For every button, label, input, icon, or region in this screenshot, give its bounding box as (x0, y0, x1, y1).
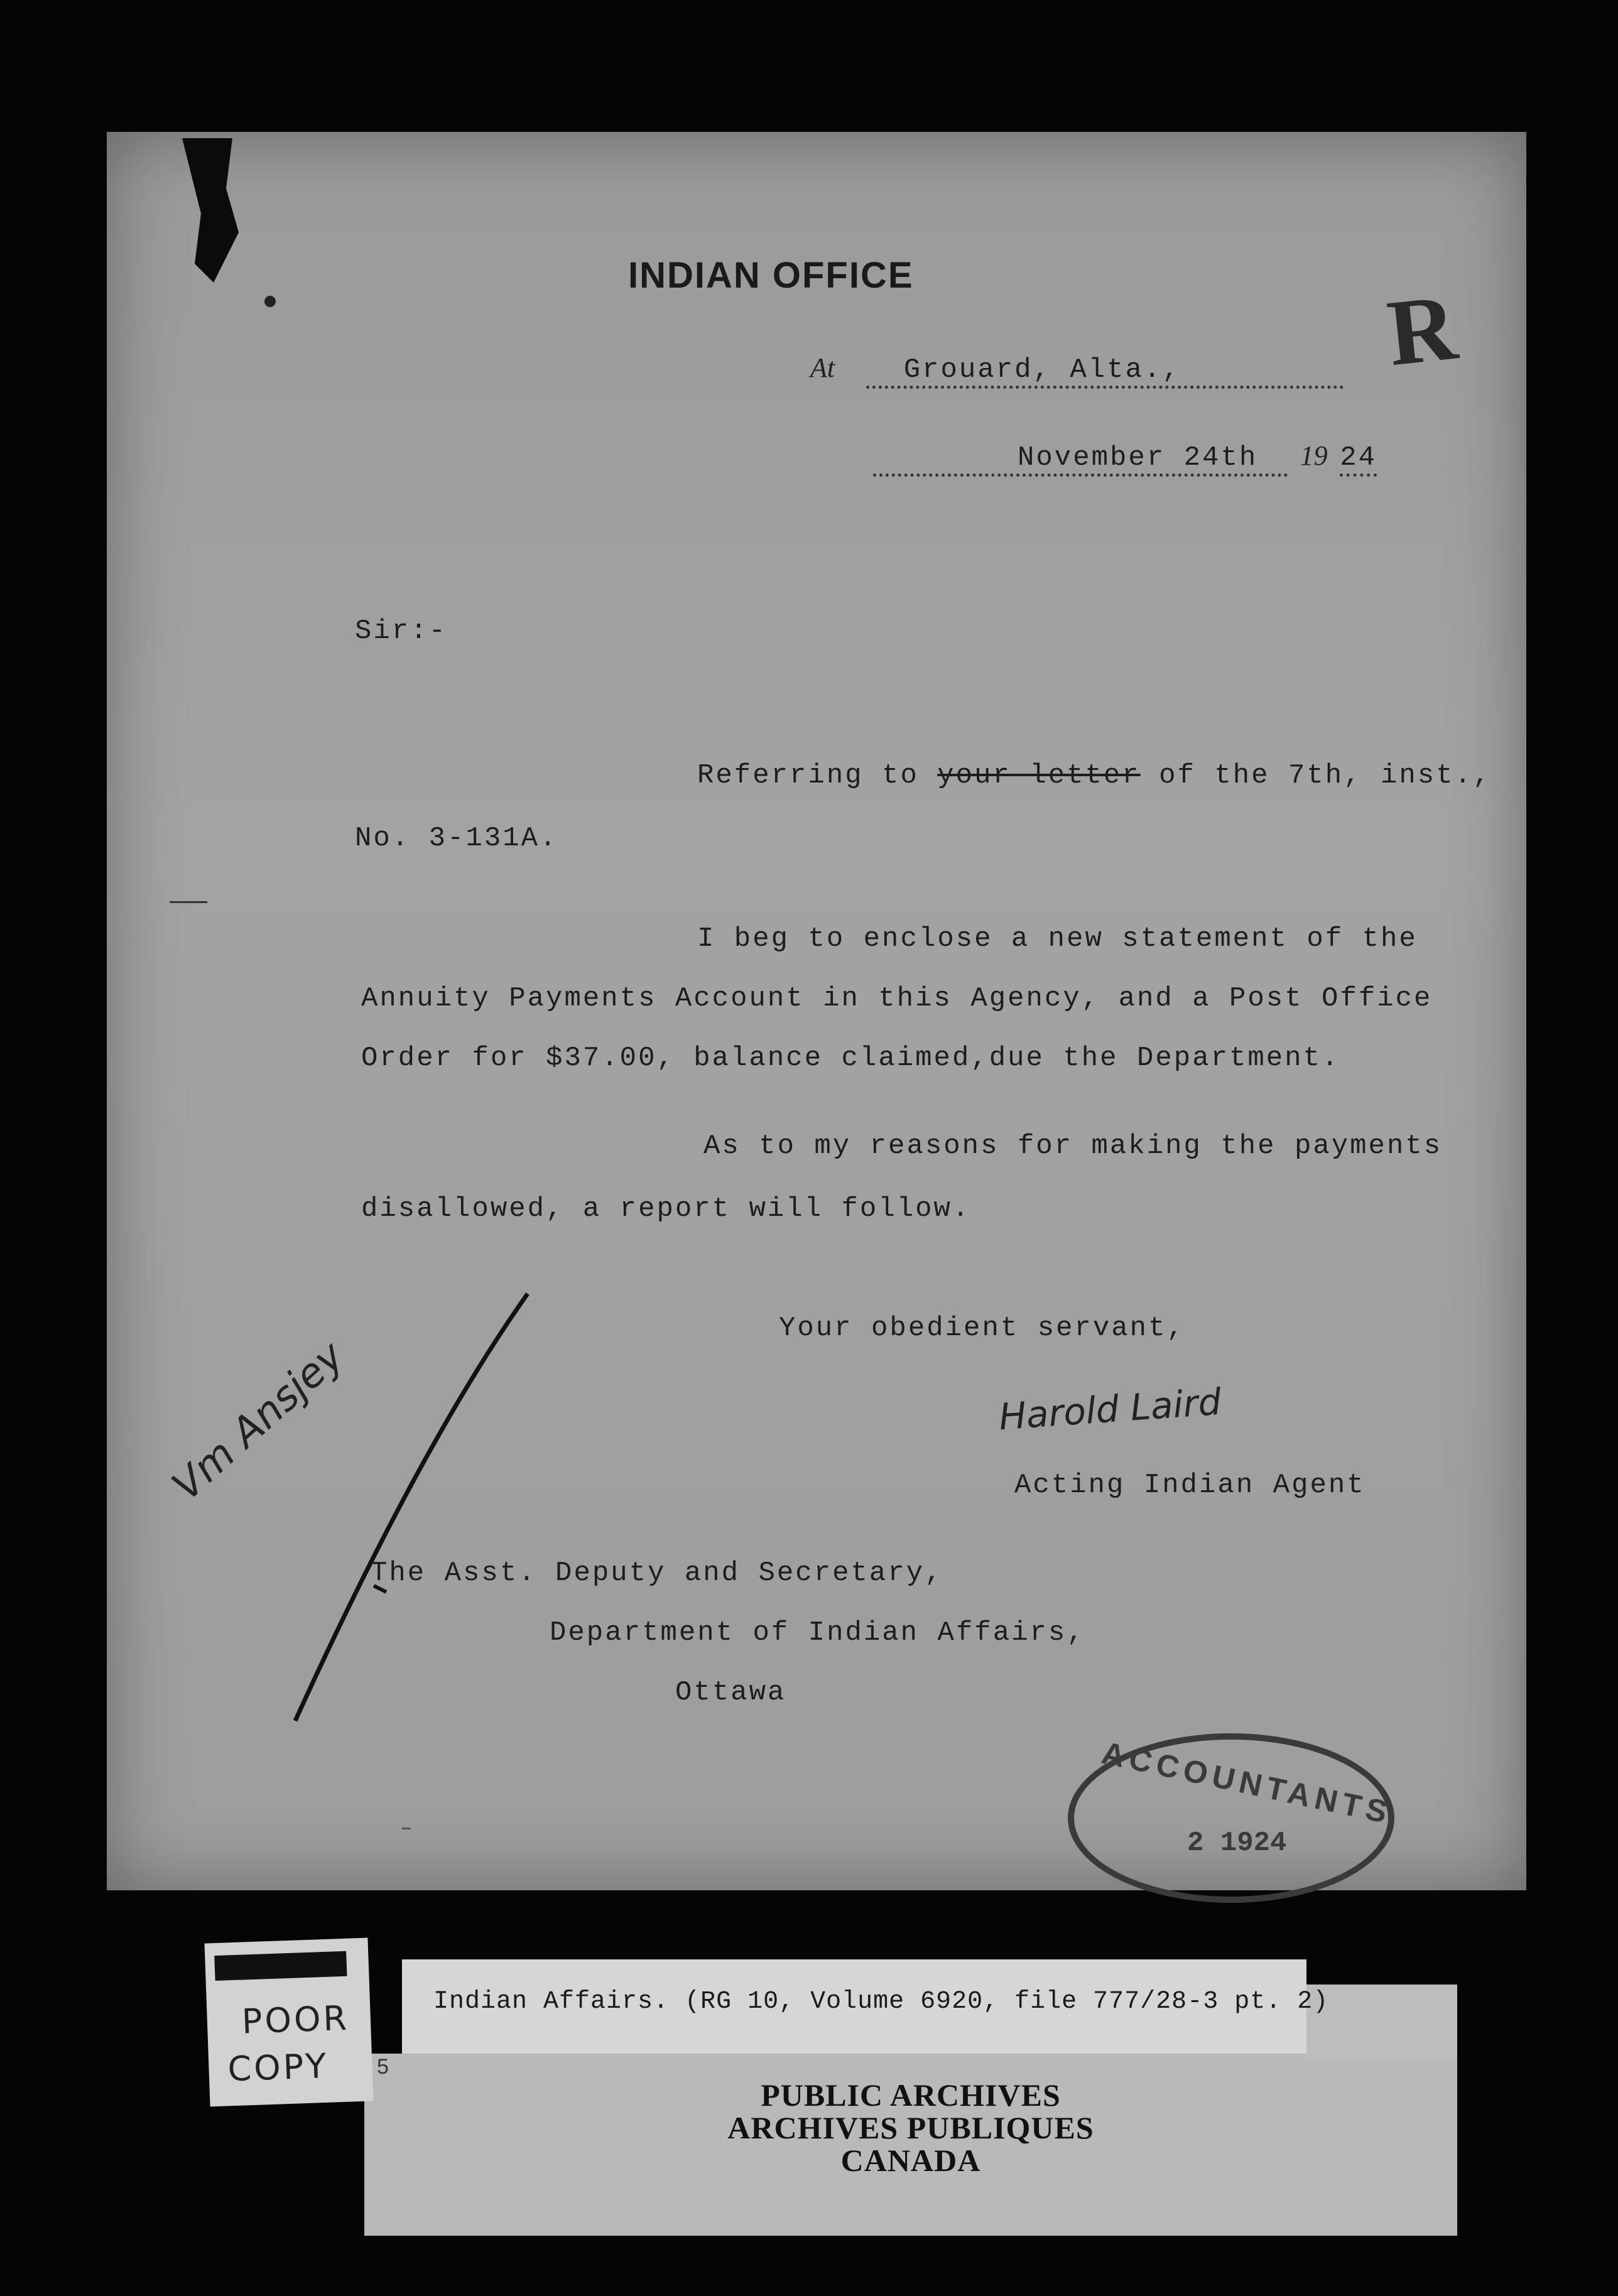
strip-number: 5 (377, 2055, 389, 2079)
location-value: Grouard, Alta., (866, 354, 1344, 389)
paper-speck (402, 1828, 411, 1829)
margin-tick (170, 901, 207, 903)
marginal-note: Vm Ansjey (163, 1333, 354, 1510)
paragraph-2-line-3: Order for $37.00, balance claimed,due the Department. (361, 1042, 1340, 1074)
paragraph-2-line-2: Annuity Payments Account in this Agency, and a Post Office (361, 983, 1433, 1014)
location-line (810, 352, 1357, 389)
poor-copy-note (205, 1938, 374, 2107)
archives-line-1: PUBLIC ARCHIVES (761, 2077, 1061, 2113)
recipient-line-2: Department of Indian Affairs, (550, 1617, 1085, 1649)
accountants-stamp (1068, 1733, 1394, 1903)
para1-suffix: of the 7th, inst., (1140, 760, 1492, 791)
date-value: November 24th (873, 442, 1288, 477)
at-label: At (810, 352, 835, 383)
year-prefix: 19 (1300, 440, 1328, 471)
label-strip-right (1306, 1985, 1457, 2060)
r-stamp: R (1382, 274, 1462, 386)
closing: Your obedient servant, (779, 1313, 1185, 1344)
redaction-bar (214, 1951, 347, 1981)
year-suffix: 24 (1340, 442, 1377, 477)
accountants-stamp-date: 2 1924 (1187, 1828, 1287, 1859)
date-line (873, 440, 1377, 477)
salutation: Sir:- (355, 615, 448, 647)
poor-copy-line-1: POOR (241, 1998, 350, 2042)
letter-sheet (107, 132, 1526, 1890)
paragraph-1-line-1 (697, 760, 1491, 791)
citation-label (402, 1959, 1329, 2054)
paragraph-3-line-1: As to my reasons for making the payments (703, 1130, 1443, 1162)
diagonal-stroke (283, 1287, 546, 1727)
paragraph-2-line-1: I beg to enclose a new statement of the (697, 923, 1418, 955)
accountants-stamp-text: ACCOUNTANTS (1099, 1735, 1396, 1831)
archives-line-2: ARCHIVES PUBLIQUES (727, 2110, 1094, 2145)
poor-copy-line-2: COPY (227, 2045, 330, 2089)
archives-stamp-text (364, 2079, 1457, 2177)
ink-blot-marks (157, 138, 283, 465)
struck-text: your letter (937, 760, 1141, 791)
recipient-line-3: Ottawa (675, 1677, 786, 1708)
archives-line-3: CANADA (840, 2143, 981, 2178)
archive-stamp-strip (364, 2054, 1457, 2236)
para1-prefix: Referring to (697, 760, 938, 791)
recipient-line-1: The Asst. Deputy and Secretary, (371, 1557, 943, 1589)
signature: Harold Laird (997, 1380, 1223, 1439)
paragraph-3-line-2: disallowed, a report will follow. (361, 1193, 971, 1225)
office-heading: INDIAN OFFICE (628, 255, 914, 296)
citation-text: Indian Affairs. (RG 10, Volume 6920, file 777/28-3 pt. 2) (433, 1988, 1329, 2016)
reference-number: No. 3-131A. (355, 823, 558, 854)
signer-title: Acting Indian Agent (1014, 1470, 1366, 1501)
